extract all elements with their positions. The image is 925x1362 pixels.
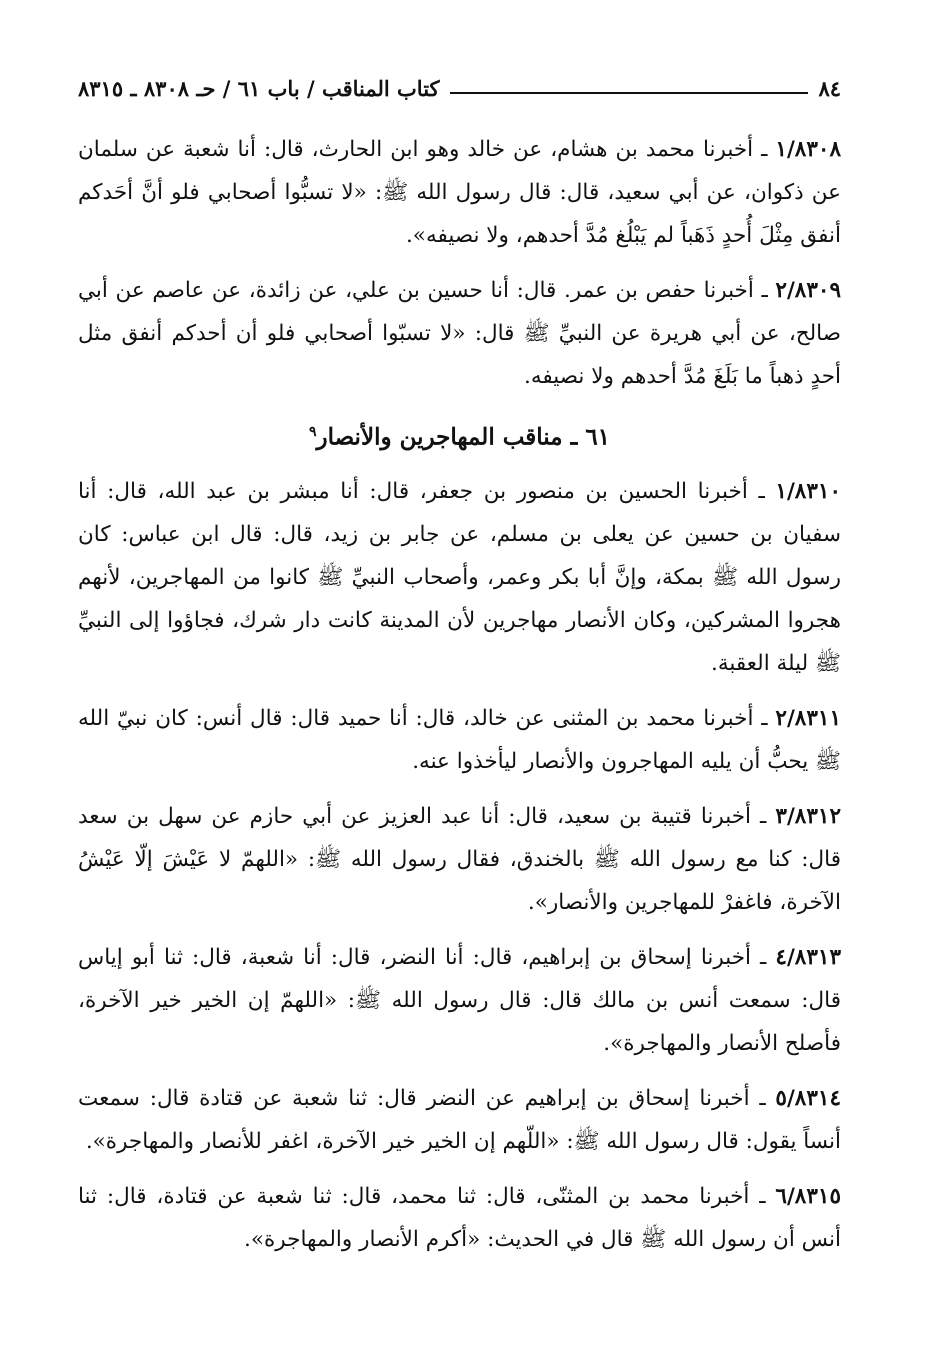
hadith-8314 bbox=[78, 1077, 841, 1163]
page-content bbox=[78, 128, 841, 1273]
hadith-number: ٢/٨٣١١ bbox=[775, 705, 841, 731]
hadith-8308 bbox=[78, 128, 841, 257]
hadith-text: ـ أخبرنا حفص بن عمر. قال: أنا حسين بن علي، عن زائدة، عن عاصم عن أبي صالح، عن أبي هريرة عن النبيِّ ﷺ قال: «لا تسبّوا أصحابي فلو أن أحدكم أنفق مثل أحدٍ ذهباً ما بَلَغَ مُدَّ أحدهم ولا نصيفه. bbox=[78, 278, 841, 389]
hadith-number: ٣/٨٣١٢ bbox=[775, 803, 841, 829]
hadith-number: ٤/٨٣١٣ bbox=[775, 944, 841, 970]
page-number: ٨٤ bbox=[818, 75, 841, 101]
running-header bbox=[78, 68, 841, 108]
hadith-8310 bbox=[78, 470, 841, 685]
hadith-text: ـ أخبرنا محمد بن المثنى عن خالد، قال: أنا حميد قال: قال أنس: كان نبيّ الله ﷺ يحبُّ أن يليه المهاجرون والأنصار ليأخذوا عنه. bbox=[78, 705, 841, 774]
hadith-number: ١/٨٣٠٨ bbox=[775, 137, 841, 162]
header-rule bbox=[450, 92, 809, 94]
hadith-text: ـ أخبرنا الحسين بن منصور بن جعفر، قال: أنا مبشر بن عبد الله، قال: أنا سفيان بن حسين عن يعلى بن مسلم، عن جابر بن زيد، قال: قال ابن عباس: كان رسول الله ﷺ بمكة، وإنَّ أبا بكر وعمر، وأصحاب النبيِّ ﷺ كانوا من المهاجرين، لأنهم هجروا المشركين، وكان الأنصار مهاجرين لأن المدينة كانت دار شرك، فجاؤوا إلى النبيِّ ﷺ ليلة العقبة. bbox=[78, 478, 841, 676]
hadith-text: ـ أخبرنا إسحاق بن إبراهيم عن النضر قال: ثنا شعبة عن قتادة قال: سمعت أنساً يقول: قال رسول الله ﷺ: «اللّهم إن الخير خير الآخرة، اغفر للأنصار والمهاجرة». bbox=[78, 1085, 841, 1154]
header-title: كتاب المناقب / باب ٦١ / حـ ٨٣٠٨ ـ ٨٣١٥ bbox=[78, 75, 440, 101]
hadith-text: ـ أخبرنا قتيبة بن سعيد، قال: أنا عبد العزيز عن أبي حازم عن سهل بن سعد قال: كنا مع رسول الله ﷺ بالخندق، فقال رسول الله ﷺ: «اللهمّ لا عَيْشَ إلّا عَيْشُ الآخرة، فاغفرْ للمهاجرين والأنصار». bbox=[78, 803, 841, 915]
hadith-8313 bbox=[78, 936, 841, 1065]
hadith-text: ـ أخبرنا محمد بن المثنّى، قال: ثنا محمد، قال: ثنا شعبة عن قتادة، قال: ثنا أنس أن رسول الله ﷺ قال في الحديث: «أكرم الأنصار والمهاجرة». bbox=[78, 1183, 841, 1252]
footnote-mark: ٩ bbox=[308, 424, 317, 440]
section-title: ٦١ ـ مناقب المهاجرين والأنصار bbox=[316, 423, 611, 451]
hadith-number: ١/٨٣١٠ bbox=[775, 478, 841, 504]
hadith-text: ـ أخبرنا محمد بن هشام، عن خالد وهو ابن الحارث، قال: أنا شعبة عن سلمان عن ذكوان، عن أبي سعيد، قال: قال رسول الله ﷺ: «لا تسبُّوا أصحابي فلو أنَّ أحَدكم أنفق مِثْلَ أُحدٍ ذَهَباً لم يَبْلُغ مُدَّ أحدهم، ولا نصيفه». bbox=[78, 137, 841, 248]
hadith-8315 bbox=[78, 1175, 841, 1261]
hadith-8312 bbox=[78, 795, 841, 924]
hadith-number: ٢/٨٣٠٩ bbox=[775, 278, 841, 303]
section-heading bbox=[78, 410, 841, 460]
hadith-text: ـ أخبرنا إسحاق بن إبراهيم، قال: أنا النضر، قال: أنا شعبة، قال: ثنا أبو إياس قال: سمعت أنس بن مالك قال: قال رسول الله ﷺ: «اللهمّ إن الخير خير الآخرة، فأصلح الأنصار والمهاجرة». bbox=[78, 944, 841, 1056]
hadith-number: ٦/٨٣١٥ bbox=[775, 1183, 841, 1209]
hadith-8311 bbox=[78, 697, 841, 783]
hadith-8309 bbox=[78, 269, 841, 398]
hadith-number: ٥/٨٣١٤ bbox=[775, 1085, 841, 1111]
